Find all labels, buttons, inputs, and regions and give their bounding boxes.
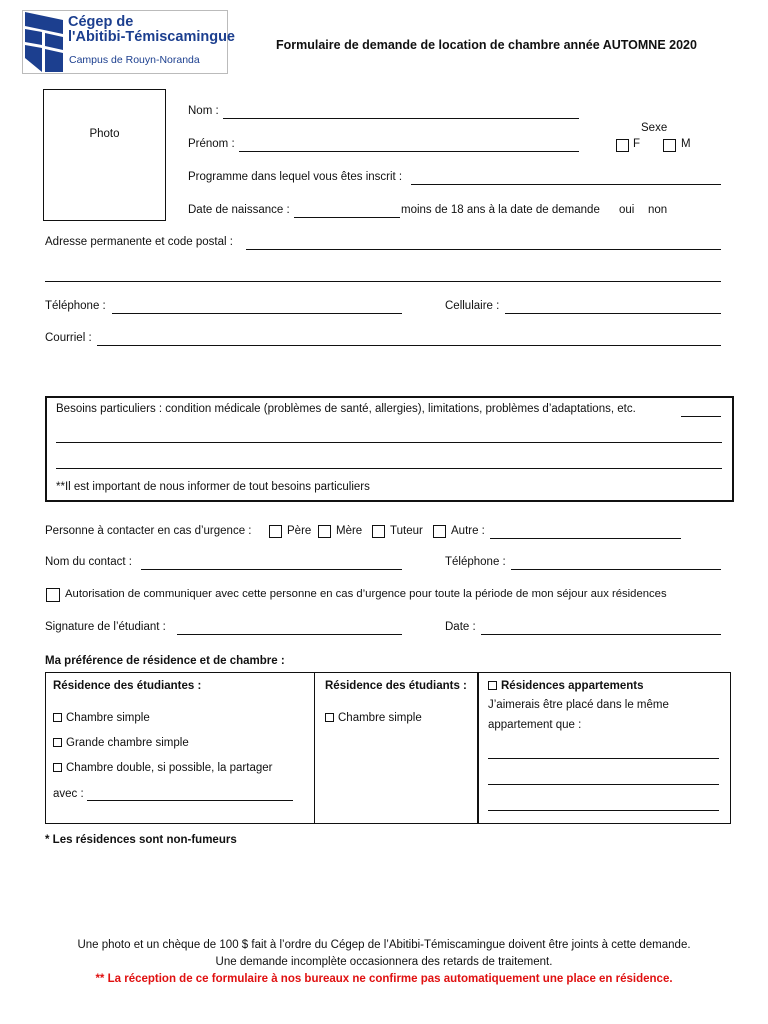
pere-label: Père	[287, 525, 312, 537]
courriel-label: Courriel :	[45, 332, 92, 344]
urgence-telephone-field[interactable]	[511, 569, 721, 570]
col1-opt1-label: Chambre simple	[66, 712, 150, 724]
date-field[interactable]	[481, 634, 721, 635]
telephone-label: Téléphone :	[45, 300, 106, 312]
col3-field-line3[interactable]	[488, 810, 719, 811]
logo-name	[68, 15, 235, 45]
col2-opt1-checkbox[interactable]	[325, 713, 334, 722]
col-divider-1	[314, 673, 315, 823]
footer-warning: ** La réception de ce formulaire à nos bureaux ne confirme pas automatiquement une place en résidence.	[95, 973, 673, 985]
adresse-field[interactable]	[246, 249, 721, 250]
non-option[interactable]: non	[648, 204, 668, 216]
sexe-label: Sexe	[641, 122, 668, 134]
nom-contact-label: Nom du contact :	[45, 556, 132, 568]
logo-campus: Campus de Rouyn-Noranda	[69, 54, 200, 66]
nom-label: Nom :	[188, 105, 219, 117]
signature-label: Signature de l’étudiant :	[45, 621, 166, 633]
oui-option[interactable]: oui	[619, 204, 635, 216]
col2-opt1-label: Chambre simple	[338, 712, 422, 724]
urgence-telephone-label: Téléphone :	[445, 556, 506, 568]
naissance-label: Date de naissance :	[188, 204, 290, 216]
col1-opt1[interactable]	[53, 712, 150, 724]
pere-checkbox[interactable]	[269, 525, 282, 538]
cellulaire-label: Cellulaire :	[445, 300, 500, 312]
col3-field-line2[interactable]	[488, 784, 719, 785]
col3-text2: appartement que :	[488, 719, 582, 731]
tuteur-label: Tuteur	[390, 525, 423, 537]
adresse-field-line2[interactable]	[45, 281, 721, 282]
col-divider-2	[477, 673, 479, 823]
col1-opt3-label: Chambre double, si possible, la partager	[66, 762, 273, 774]
col1-opt2[interactable]	[53, 737, 189, 749]
col1-opt2-label: Grande chambre simple	[66, 737, 189, 749]
tuteur-checkbox[interactable]	[372, 525, 385, 538]
autorisation-checkbox[interactable]	[46, 588, 60, 602]
telephone-field[interactable]	[112, 313, 402, 314]
logo-line2: l'Abitibi-Témiscamingue	[68, 29, 235, 45]
autorisation-label: Autorisation de communiquer avec cette personne en cas d’urgence pour toute la période de mon séjour aux résidences	[65, 588, 667, 600]
col3-field-line1[interactable]	[488, 758, 719, 759]
logo-line1: Cégep de	[68, 14, 134, 30]
needs-label: Besoins particuliers : condition médicale (problèmes de santé, allergies), limitations, problèmes d’adaptations, etc.	[56, 403, 636, 415]
sexe-f-label: F	[633, 138, 641, 150]
photo-box[interactable]	[43, 89, 166, 221]
needs-field-line3[interactable]	[56, 468, 722, 469]
col2-title: Résidence des étudiants :	[325, 680, 467, 692]
col3-text1: J’aimerais être placé dans le même	[488, 699, 669, 711]
photo-label: Photo	[89, 128, 120, 140]
preference-heading: Ma préférence de résidence et de chambre :	[45, 655, 285, 667]
sexe-f-checkbox[interactable]	[616, 139, 629, 152]
nom-contact-field[interactable]	[141, 569, 402, 570]
mere-checkbox[interactable]	[318, 525, 331, 538]
signature-field[interactable]	[177, 634, 402, 635]
col3-title-row[interactable]	[488, 680, 644, 692]
col1-opt3[interactable]	[53, 762, 272, 774]
programme-field[interactable]	[411, 184, 721, 185]
col1-opt3-checkbox[interactable]	[53, 763, 62, 772]
sexe-m-label: M	[681, 138, 691, 150]
autre-checkbox[interactable]	[433, 525, 446, 538]
non-fumeurs-note: * Les résidences sont non-fumeurs	[45, 834, 237, 846]
col1-avec-field[interactable]	[87, 800, 293, 801]
date-label: Date :	[445, 621, 476, 633]
needs-field-line2[interactable]	[56, 442, 722, 443]
prenom-field[interactable]	[239, 151, 579, 152]
mere-label: Mère	[336, 525, 363, 537]
adresse-label: Adresse permanente et code postal :	[45, 236, 233, 248]
col3-title: Résidences appartements	[501, 680, 644, 692]
col1-title: Résidence des étudiantes :	[53, 680, 202, 692]
courriel-field[interactable]	[97, 345, 721, 346]
col1-opt1-checkbox[interactable]	[53, 713, 62, 722]
col1-opt2-checkbox[interactable]	[53, 738, 62, 747]
col3-checkbox[interactable]	[488, 681, 497, 690]
form-title: Formulaire de demande de location de chambre année AUTOMNE 2020	[276, 38, 697, 52]
footer-line2: Une demande incomplète occasionnera des retards de traitement.	[215, 956, 553, 968]
col2-opt1[interactable]	[325, 712, 422, 724]
programme-label: Programme dans lequel vous êtes inscrit :	[188, 171, 403, 183]
sexe-m-checkbox[interactable]	[663, 139, 676, 152]
needs-note: **Il est important de nous informer de tout besoins particuliers	[56, 481, 370, 493]
autre-label: Autre :	[451, 525, 485, 537]
autre-field[interactable]	[490, 538, 681, 539]
urgence-label: Personne à contacter en cas d’urgence :	[45, 525, 252, 537]
prenom-label: Prénom :	[188, 138, 235, 150]
footer-line1: Une photo et un chèque de 100 $ fait à l’ordre du Cégep de l’Abitibi-Témiscamingue doivent être joints à cette demande.	[77, 939, 691, 951]
moins18-label: moins de 18 ans à la date de demande	[401, 204, 600, 216]
naissance-field[interactable]	[294, 217, 400, 218]
col1-avec-label: avec :	[53, 788, 84, 800]
needs-field[interactable]	[681, 416, 721, 417]
cegep-logo-icon	[25, 12, 63, 72]
nom-field[interactable]	[223, 118, 579, 119]
cellulaire-field[interactable]	[505, 313, 721, 314]
